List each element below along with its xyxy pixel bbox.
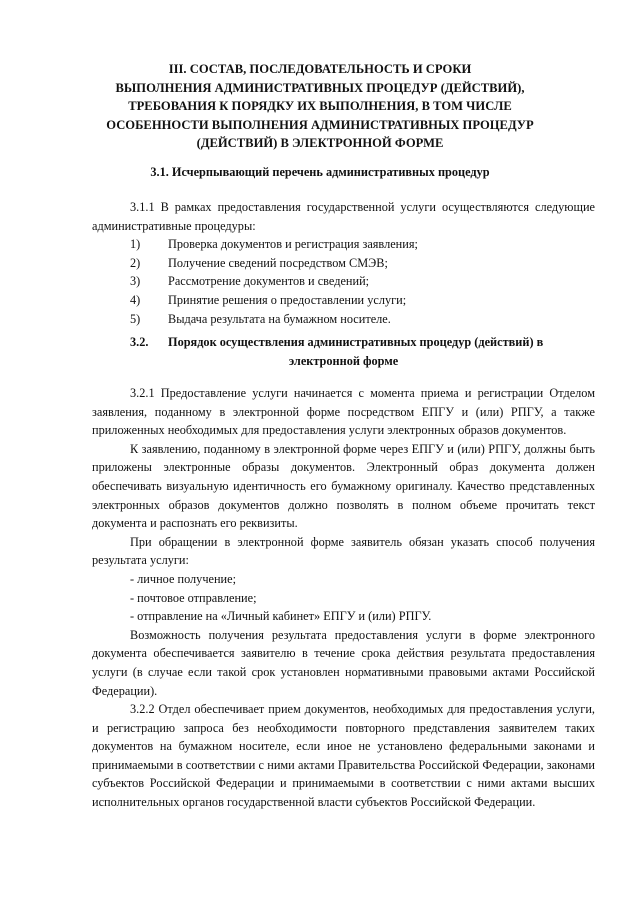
section-3-2-heading — [92, 333, 595, 370]
delivery-option-item: - почтовое отправление; — [130, 590, 257, 605]
section-3-1-intro: 3.1.1 В рамках предоставления государственной услуги осуществляются следующие административные процедуры: — [92, 200, 595, 233]
paragraph: При обращении в электронной форме заявитель обязан указать способ получения результата услуги: — [92, 534, 595, 568]
procedure-list-item — [92, 272, 595, 291]
procedure-list-item — [92, 291, 595, 310]
paragraph-3-2-2: 3.2.2 Отдел обеспечивает прием документов, необходимых для предоставления услуги, и регистрацию запроса без необходимости повторного представления заявителем таких документов на бумажном носителе, если иное не установлено федеральными законами и принимаемыми в соответствии с ними актами Правительства Российской Федерации, законами субъектов Российской Федерации и принимаемыми в соответствии с ними актами высших исполнительных органов государственной власти субъектов Российской Федерации. — [92, 702, 595, 810]
procedure-list-item — [92, 235, 595, 254]
delivery-option-item: - личное получение; — [130, 571, 237, 586]
section-3-1-heading: 3.1. Исчерпывающий перечень административных процедур — [150, 165, 490, 179]
chapter-title — [60, 60, 580, 153]
delivery-option-item: - отправление на «Личный кабинет» ЕПГУ и (или) РПГУ. — [130, 609, 432, 624]
list-item-number: 2) — [130, 255, 141, 270]
chapter-title-line: (ДЕЙСТВИЙ) В ЭЛЕКТРОННОЙ ФОРМЕ — [196, 136, 444, 151]
paragraph-3-2-1: 3.2.1 Предоставление услуги начинается с момента приема и регистрации Отделом заявления, поданному в электронной форме посредством ЕПГУ и (или) РПГУ, а также приложенных необходимых для предоставления услуги электронных образов документов. — [92, 386, 595, 438]
list-item-number: 3) — [130, 274, 141, 289]
section-3-2-heading-line: Порядок осуществления административных процедур (действий) в — [168, 335, 544, 349]
list-item-text: Принятие решения о предоставлении услуги; — [168, 292, 407, 307]
chapter-title-line: ОСОБЕННОСТИ ВЫПОЛНЕНИЯ АДМИНИСТРАТИВНЫХ ПРОЦЕДУР — [106, 117, 534, 132]
list-item-number: 5) — [130, 311, 141, 326]
list-item-text: Рассмотрение документов и сведений; — [168, 274, 370, 289]
chapter-title-line: ВЫПОЛНЕНИЯ АДМИНИСТРАТИВНЫХ ПРОЦЕДУР (ДЕЙСТВИЙ), — [115, 80, 525, 95]
paragraph: К заявлению, поданному в электронной форме через ЕПГУ и (или) РПГУ, должны быть приложены электронные образы документов. Электронный образ документа должен обеспечивать визуальную идентичность его бумажному оригиналу. Качество представленных электронных образов документов должно позволять в полном объеме прочитать текст документа и распознать его реквизиты. — [92, 441, 595, 531]
section-3-2-body — [92, 384, 595, 812]
list-item-text: Выдача результата на бумажном носителе. — [168, 311, 391, 326]
chapter-title-line: III. СОСТАВ, ПОСЛЕДОВАТЕЛЬНОСТЬ И СРОКИ — [168, 62, 472, 76]
list-item-text: Получение сведений посредством СМЭВ; — [168, 255, 388, 270]
paragraph: Возможность получения результата предоставления услуги в форме электронного документа обеспечивается заявителю в течение срока действия результата предоставления услуги (в случае если такой срок установлен нормативными правовыми актами Российской Федерации). — [92, 627, 595, 698]
list-item-number: 1) — [130, 237, 141, 252]
list-item-number: 4) — [130, 292, 141, 307]
section-3-2-heading-line: электронной форме — [288, 353, 399, 368]
section-3-2-number: 3.2. — [130, 335, 149, 349]
list-item-text: Проверка документов и регистрация заявления; — [168, 237, 418, 252]
chapter-title-line: ТРЕБОВАНИЯ К ПОРЯДКУ ИХ ВЫПОЛНЕНИЯ, В ТОМ ЧИСЛЕ — [128, 99, 512, 114]
procedure-list-item — [92, 254, 595, 273]
section-3-1-body — [92, 198, 595, 328]
procedure-list-item — [92, 310, 595, 329]
